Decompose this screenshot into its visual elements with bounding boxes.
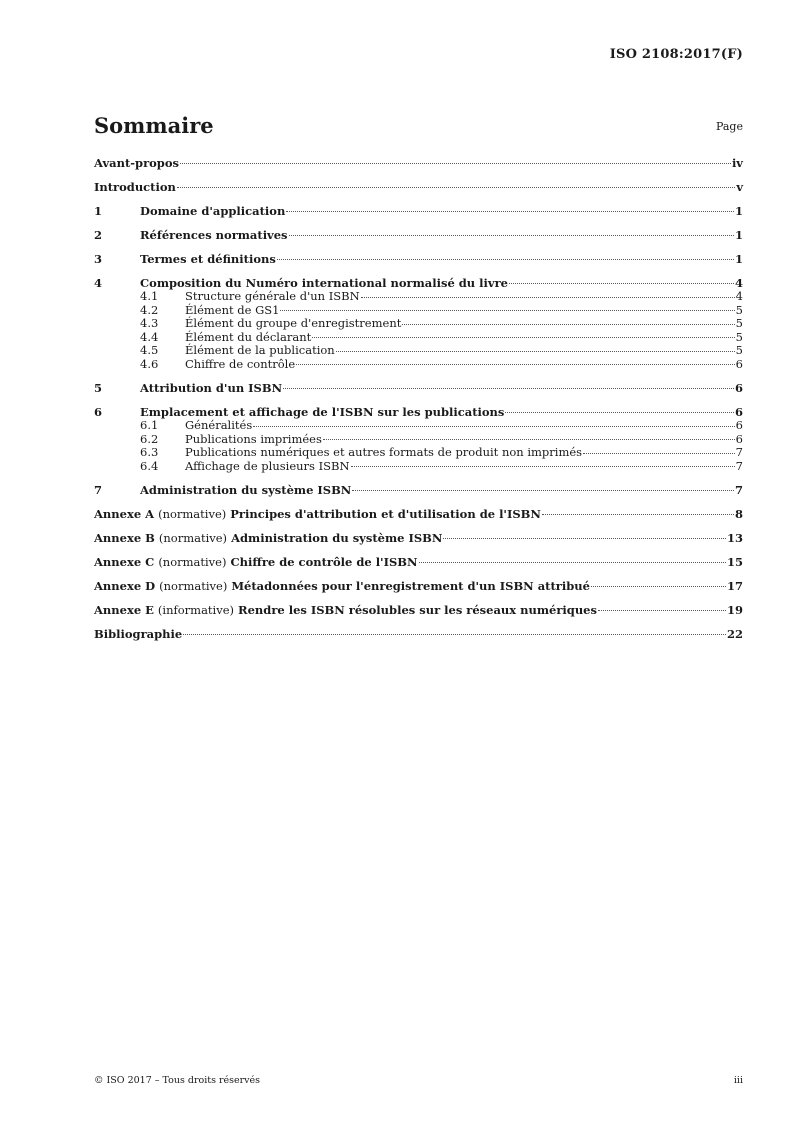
dot-leader <box>286 210 734 212</box>
annex-qualifier: (informative) <box>157 603 235 617</box>
toc-entry-page: 4 <box>734 276 743 290</box>
toc-entry-section-4-1[interactable] <box>94 290 743 304</box>
annex-title: Chiffre de contrôle de l'ISBN <box>230 555 418 569</box>
copyright-notice: © ISO 2017 – Tous droits réservés <box>94 1075 261 1086</box>
toc-entry-number: 4.6 <box>140 356 159 371</box>
toc-entry-page: 17 <box>726 579 743 593</box>
dot-leader <box>583 452 735 454</box>
toc-entry-title: Termes et définitions <box>140 252 276 266</box>
toc-entry-page: 5 <box>735 302 743 317</box>
annex-qualifier: (normative) <box>158 555 227 569</box>
toc-entry-title: Élément du déclarant <box>185 329 312 344</box>
dot-leader <box>336 350 735 352</box>
toc-entry-title: Introduction <box>94 180 176 194</box>
dot-leader <box>361 296 735 298</box>
toc-entry-number: 4.2 <box>140 302 159 317</box>
dot-leader <box>180 162 731 164</box>
toc-entry-number: 4.5 <box>140 343 159 357</box>
toc-entry-title: Composition du Numéro international normalisé du livre <box>140 276 508 290</box>
dot-leader <box>509 282 734 284</box>
toc-entry-page: 5 <box>735 329 743 344</box>
dot-leader <box>289 234 734 236</box>
annex-title: Principes d'attribution et d'utilisation de l'ISBN <box>230 507 541 521</box>
toc-entry-title: Publications imprimées <box>185 431 322 446</box>
dot-leader <box>296 363 735 365</box>
dot-leader <box>542 513 734 515</box>
toc-entry-title: Emplacement et affichage de l'ISBN sur les publications <box>140 405 505 419</box>
toc-entry-number: 3 <box>94 252 103 266</box>
toc-entry-page: 7 <box>735 458 743 473</box>
toc-entry-annex-c[interactable] <box>94 555 743 569</box>
dot-leader <box>323 438 735 440</box>
toc-entry-title: Domaine d'application <box>140 204 286 218</box>
toc-entry-annex-e[interactable] <box>94 603 743 617</box>
annex-label: Annexe E <box>94 603 154 617</box>
toc-entry-title: Administration du système ISBN <box>140 483 352 497</box>
annex-title: Rendre les ISBN résolubles sur les réseaux numériques <box>238 603 597 617</box>
toc-entry-section-4-2[interactable] <box>94 304 743 318</box>
toc-entry-number: 4 <box>94 276 103 290</box>
toc-entry-page: 6 <box>734 381 743 395</box>
toc-entry-title: Attribution d'un ISBN <box>140 381 283 395</box>
dot-leader <box>598 609 726 611</box>
annex-title: Métadonnées pour l'enregistrement d'un ISBN attribué <box>231 579 590 593</box>
toc-entry-section-4-3[interactable] <box>94 317 743 331</box>
toc-entry-section-6-3[interactable] <box>94 446 743 460</box>
toc-entry-number: 6.4 <box>140 458 159 473</box>
toc-entry-section-5[interactable] <box>94 381 743 395</box>
toc-entry-title <box>94 555 418 569</box>
toc-entry-page: 7 <box>735 445 743 459</box>
toc-entry-page: 6 <box>735 356 743 371</box>
toc-entry-page: 6 <box>735 431 743 446</box>
toc-entry-section-4-6[interactable] <box>94 358 743 372</box>
dot-leader <box>505 411 734 413</box>
page-title: Sommaire <box>94 113 214 138</box>
dot-leader <box>277 258 734 260</box>
toc-entry-page: iv <box>731 156 743 170</box>
dot-leader <box>183 633 726 635</box>
dot-leader <box>312 336 734 338</box>
toc-entry-number: 1 <box>94 204 103 218</box>
toc-entry-title: Bibliographie <box>94 627 183 641</box>
toc-entry-number: 4.4 <box>140 329 159 344</box>
toc-entry-page: 4 <box>735 289 743 303</box>
annex-label: Annexe B <box>94 531 155 545</box>
dot-leader <box>253 425 734 427</box>
toc-entry-number: 4.3 <box>140 316 159 330</box>
toc-entry-title: Avant-propos <box>94 156 179 170</box>
toc-entry-title: Élément de la publication <box>185 343 335 357</box>
toc-entry-section-2[interactable] <box>94 228 743 242</box>
toc-entry-section-4-5[interactable] <box>94 344 743 358</box>
toc-entry-section-1[interactable] <box>94 204 743 218</box>
dot-leader <box>283 387 734 389</box>
toc-entry-page: 5 <box>735 316 743 330</box>
toc-entry-introduction[interactable] <box>94 180 743 194</box>
toc-entry-annex-d[interactable] <box>94 579 743 593</box>
toc-entry-section-6-2[interactable] <box>94 433 743 447</box>
toc-entry-page: 15 <box>726 555 743 569</box>
toc-entry-section-7[interactable] <box>94 483 743 497</box>
toc-entry-title: Généralités <box>185 418 253 432</box>
toc-entry-title: Structure générale d'un ISBN <box>185 289 360 303</box>
dot-leader <box>402 323 734 325</box>
toc-entry-section-4[interactable] <box>94 276 743 290</box>
toc-entry-title: Élément du groupe d'enregistrement <box>185 316 402 330</box>
toc-entry-section-6-4[interactable] <box>94 460 743 474</box>
toc-entry-page: 22 <box>726 627 743 641</box>
toc-entry-section-6-1[interactable] <box>94 419 743 433</box>
toc-entry-number: 7 <box>94 483 103 497</box>
toc-entry-section-6[interactable] <box>94 405 743 419</box>
toc-entry-page: 1 <box>734 204 743 218</box>
table-of-contents <box>94 156 743 641</box>
toc-entry-number: 4.1 <box>140 289 159 303</box>
page-column-label: Page <box>715 120 743 133</box>
toc-entry-page: 5 <box>735 343 743 357</box>
toc-entry-title <box>94 531 442 545</box>
dot-leader <box>443 537 726 539</box>
toc-entry-title <box>94 579 590 593</box>
toc-entry-title <box>94 603 597 617</box>
toc-entry-avant-propos[interactable] <box>94 156 743 170</box>
toc-entry-page: 6 <box>734 405 743 419</box>
toc-entry-page: 8 <box>734 507 743 521</box>
document-code: ISO 2108:2017(F) <box>609 47 743 62</box>
toc-entry-page: v <box>736 180 743 194</box>
annex-title: Administration du système ISBN <box>231 531 443 545</box>
toc-entry-title <box>94 507 541 521</box>
toc-entry-page: 6 <box>735 418 743 432</box>
annex-qualifier: (normative) <box>158 531 228 545</box>
dot-leader <box>591 585 726 587</box>
toc-entry-number: 6 <box>94 405 103 419</box>
toc-entry-page: 1 <box>734 252 743 266</box>
toc-entry-section-4-4[interactable] <box>94 331 743 345</box>
toc-entry-annex-b[interactable] <box>94 531 743 545</box>
annex-label: Annexe C <box>94 555 155 569</box>
toc-entry-number: 5 <box>94 381 103 395</box>
toc-entry-number: 2 <box>94 228 103 242</box>
annex-qualifier: (normative) <box>158 507 227 521</box>
toc-entry-bibliographie[interactable] <box>94 627 743 641</box>
dot-leader <box>280 309 734 311</box>
toc-entry-page: 19 <box>726 603 743 617</box>
dot-leader <box>351 465 735 467</box>
toc-entry-title: Publications numériques et autres formats de produit non imprimés <box>185 445 583 459</box>
toc-entry-title: Références normatives <box>140 228 288 242</box>
toc-entry-page: 13 <box>726 531 743 545</box>
toc-entry-annex-a[interactable] <box>94 507 743 521</box>
dot-leader <box>177 186 735 188</box>
toc-entry-section-3[interactable] <box>94 252 743 266</box>
toc-entry-number: 6.1 <box>140 418 159 432</box>
annex-qualifier: (normative) <box>159 579 228 593</box>
annex-label: Annexe D <box>94 579 156 593</box>
toc-entry-title: Élément de GS1 <box>185 302 280 317</box>
page-number: iii <box>733 1075 743 1086</box>
toc-entry-number: 6.3 <box>140 445 159 459</box>
dot-leader <box>352 489 734 491</box>
toc-entry-page: 7 <box>734 483 743 497</box>
toc-entry-page: 1 <box>734 228 743 242</box>
toc-entry-number: 6.2 <box>140 431 159 446</box>
toc-entry-title: Affichage de plusieurs ISBN <box>185 458 350 473</box>
toc-entry-title: Chiffre de contrôle <box>185 356 296 371</box>
annex-label: Annexe A <box>94 507 155 521</box>
dot-leader <box>419 561 726 563</box>
